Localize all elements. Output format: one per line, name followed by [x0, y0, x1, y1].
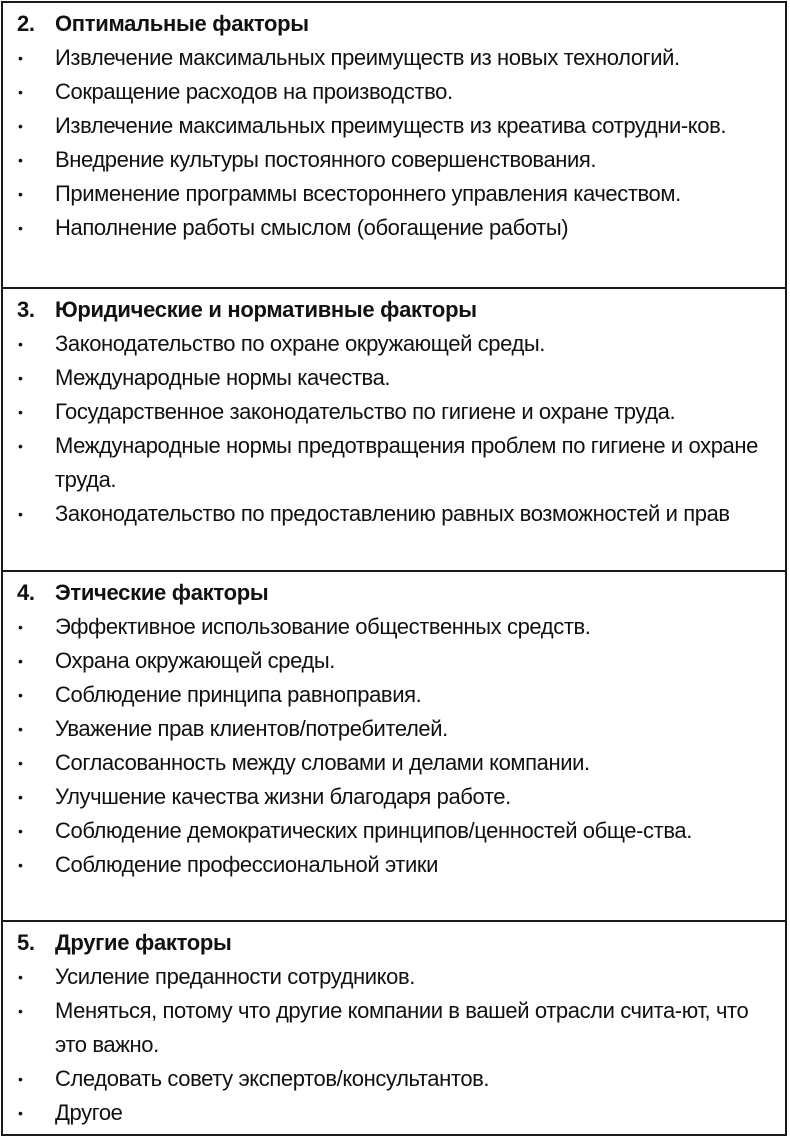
- bullet-icon: •: [18, 50, 23, 66]
- section-heading: [3, 293, 785, 327]
- list-item: [3, 211, 785, 245]
- bullet-icon: •: [18, 404, 23, 420]
- bullet-icon: •: [18, 118, 23, 134]
- bullet-icon: •: [18, 186, 23, 202]
- list-item: [3, 712, 785, 746]
- item-text: Охрана окружающей среды.: [55, 648, 336, 673]
- bullet-icon: •: [18, 84, 23, 100]
- section-optimal-factors: [3, 3, 785, 287]
- item-text: Соблюдение демократических принципов/ценностей обще-ства.: [55, 818, 692, 843]
- item-text: Законодательство по предоставлению равных возможностей и прав: [55, 501, 730, 526]
- section-title: Другие факторы: [55, 930, 232, 955]
- bullet-icon: •: [18, 823, 23, 839]
- list-item: [3, 75, 785, 109]
- factors-table: [1, 1, 787, 1136]
- list-item: [3, 177, 785, 211]
- bullet-icon: •: [18, 336, 23, 352]
- item-text: Извлечение максимальных преимуществ из новых технологий.: [55, 45, 680, 70]
- section-title: Этические факторы: [55, 580, 269, 605]
- bullet-icon: •: [18, 755, 23, 771]
- bullet-list: [3, 610, 785, 882]
- list-item: [3, 361, 785, 395]
- bullet-icon: •: [18, 1105, 23, 1121]
- list-item: [3, 497, 785, 531]
- item-text: Улучшение качества жизни благодаря работе.: [55, 784, 511, 809]
- item-text: Государственное законодательство по гигиене и охране труда.: [55, 399, 676, 424]
- section-title: Оптимальные факторы: [55, 11, 309, 36]
- section-number: 5.: [17, 930, 35, 955]
- item-text: Соблюдение принципа равноправия.: [55, 682, 422, 707]
- item-text: Уважение прав клиентов/потребителей.: [55, 716, 448, 741]
- item-text: Соблюдение профессиональной этики: [55, 852, 438, 877]
- bullet-icon: •: [18, 152, 23, 168]
- bullet-icon: •: [18, 687, 23, 703]
- section-heading: [3, 7, 785, 41]
- item-text: Усиление преданности сотрудников.: [55, 964, 415, 989]
- bullet-icon: •: [18, 789, 23, 805]
- section-number: 2.: [17, 11, 35, 36]
- item-text: Другое: [55, 1100, 123, 1125]
- bullet-icon: •: [18, 653, 23, 669]
- list-item: [3, 994, 785, 1062]
- list-item: [3, 678, 785, 712]
- list-item: [3, 41, 785, 75]
- list-item: [3, 960, 785, 994]
- item-text: Международные нормы качества.: [55, 365, 391, 390]
- item-text: Извлечение максимальных преимуществ из креатива сотрудни-ков.: [55, 113, 727, 138]
- bullet-icon: •: [18, 857, 23, 873]
- section-number: 4.: [17, 580, 35, 605]
- bullet-list: [3, 327, 785, 531]
- section-heading: [3, 926, 785, 960]
- item-text: Наполнение работы смыслом (обогащение работы): [55, 215, 569, 240]
- item-text: Согласованность между словами и делами компании.: [55, 750, 590, 775]
- item-text: Эффективное использование общественных средств.: [55, 614, 591, 639]
- list-item: [3, 395, 785, 429]
- bullet-icon: •: [18, 438, 23, 454]
- bullet-icon: •: [18, 721, 23, 737]
- bullet-icon: •: [18, 619, 23, 635]
- list-item: [3, 1062, 785, 1096]
- item-text: Применение программы всестороннего управления качеством.: [55, 181, 681, 206]
- bullet-list: [3, 41, 785, 245]
- bullet-icon: •: [18, 370, 23, 386]
- bullet-icon: •: [18, 1003, 23, 1019]
- section-number: 3.: [17, 297, 35, 322]
- item-text: Международные нормы предотвращения проблем по гигиене и охране труда.: [55, 433, 758, 492]
- list-item: [3, 109, 785, 143]
- list-item: [3, 429, 785, 497]
- section-legal-factors: [3, 287, 785, 570]
- item-text: Следовать совету экспертов/консультантов.: [55, 1066, 490, 1091]
- list-item: [3, 644, 785, 678]
- bullet-icon: •: [18, 506, 23, 522]
- item-text: Внедрение культуры постоянного совершенствования.: [55, 147, 597, 172]
- list-item: [3, 1096, 785, 1130]
- item-text: Сокращение расходов на производство.: [55, 79, 453, 104]
- list-item: [3, 610, 785, 644]
- bullet-icon: •: [18, 1071, 23, 1087]
- bullet-list: [3, 960, 785, 1130]
- section-title: Юридические и нормативные факторы: [55, 297, 477, 322]
- section-heading: [3, 576, 785, 610]
- item-text: Меняться, потому что другие компании в вашей отрасли счита-ют, что это важно.: [55, 998, 749, 1057]
- bullet-icon: •: [18, 969, 23, 985]
- list-item: [3, 848, 785, 882]
- section-ethical-factors: [3, 570, 785, 920]
- list-item: [3, 814, 785, 848]
- list-item: [3, 327, 785, 361]
- item-text: Законодательство по охране окружающей среды.: [55, 331, 546, 356]
- list-item: [3, 143, 785, 177]
- list-item: [3, 780, 785, 814]
- section-other-factors: [3, 920, 785, 1134]
- list-item: [3, 746, 785, 780]
- bullet-icon: •: [18, 220, 23, 236]
